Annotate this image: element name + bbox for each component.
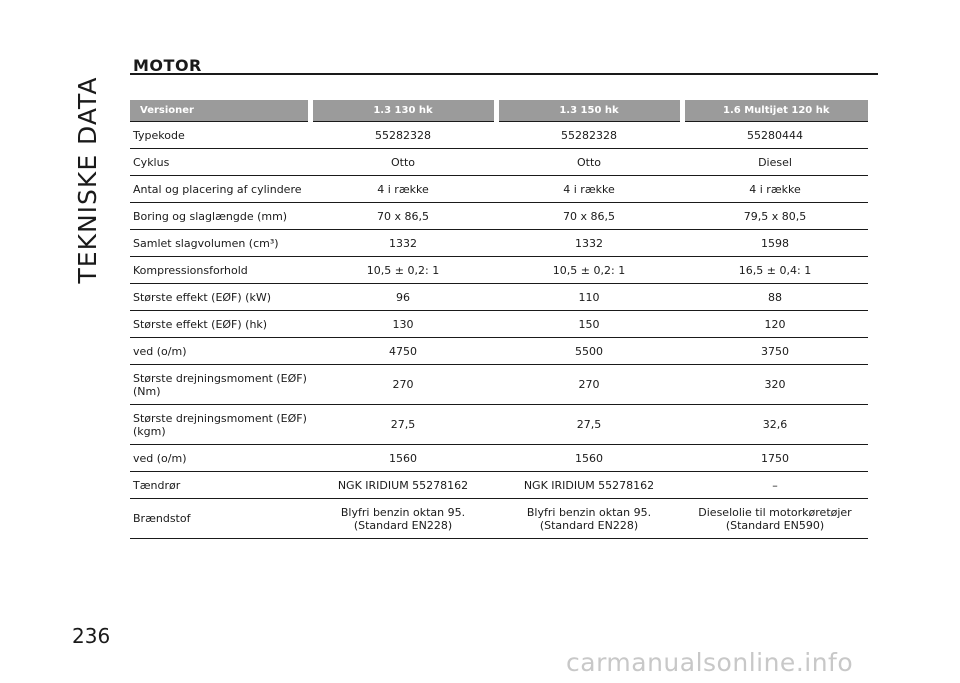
chapter-title-vertical: TEKNISKE DATA bbox=[73, 76, 102, 284]
cell-value: 1750 bbox=[682, 445, 868, 472]
cell-value: 5500 bbox=[496, 338, 682, 365]
cell-value: 55282328 bbox=[496, 122, 682, 149]
cell-value: 55282328 bbox=[310, 122, 496, 149]
row-label: ved (o/m) bbox=[130, 445, 310, 472]
cell-value: 27,5 bbox=[496, 405, 682, 445]
cell-value: 320 bbox=[682, 365, 868, 405]
cell-value: 79,5 x 80,5 bbox=[682, 203, 868, 230]
section-title: MOTOR bbox=[133, 56, 202, 75]
row-label: Typekode bbox=[130, 122, 310, 149]
row-label: Største effekt (EØF) (kW) bbox=[130, 284, 310, 311]
table-row bbox=[130, 203, 868, 230]
watermark: carmanualsonline.info bbox=[566, 648, 854, 677]
cell-value: 4 i række bbox=[496, 176, 682, 203]
table-row bbox=[130, 149, 868, 176]
cell-value: Blyfri benzin oktan 95. (Standard EN228) bbox=[310, 499, 496, 539]
table-row bbox=[130, 230, 868, 257]
table-row bbox=[130, 257, 868, 284]
table-row bbox=[130, 445, 868, 472]
cell-value: 270 bbox=[496, 365, 682, 405]
page-number: 236 bbox=[72, 624, 111, 648]
cell-value: 32,6 bbox=[682, 405, 868, 445]
engine-spec-table bbox=[130, 100, 868, 539]
row-label: Antal og placering af cylindere bbox=[130, 176, 310, 203]
table-row bbox=[130, 472, 868, 499]
cell-value: NGK IRIDIUM 55278162 bbox=[496, 472, 682, 499]
cell-value: 150 bbox=[496, 311, 682, 338]
cell-value: 10,5 ± 0,2: 1 bbox=[310, 257, 496, 284]
cell-value: 270 bbox=[310, 365, 496, 405]
cell-value: 55280444 bbox=[682, 122, 868, 149]
cell-value: Blyfri benzin oktan 95. (Standard EN228) bbox=[496, 499, 682, 539]
cell-value: 96 bbox=[310, 284, 496, 311]
cell-value: 27,5 bbox=[310, 405, 496, 445]
row-label: Største drejningsmoment (EØF) (kgm) bbox=[130, 405, 310, 445]
cell-value: 130 bbox=[310, 311, 496, 338]
cell-value: Dieselolie til motorkøretøjer (Standard EN590) bbox=[682, 499, 868, 539]
cell-value: 4 i række bbox=[310, 176, 496, 203]
cell-value: 10,5 ± 0,2: 1 bbox=[496, 257, 682, 284]
row-label: Brændstof bbox=[130, 499, 310, 539]
cell-value: Otto bbox=[310, 149, 496, 176]
table-row bbox=[130, 311, 868, 338]
header-version-3: 1.6 Multijet 120 hk bbox=[682, 100, 868, 122]
cell-value: 88 bbox=[682, 284, 868, 311]
cell-value: 1598 bbox=[682, 230, 868, 257]
cell-value: 16,5 ± 0,4: 1 bbox=[682, 257, 868, 284]
row-label: Kompressionsforhold bbox=[130, 257, 310, 284]
table-row bbox=[130, 499, 868, 539]
cell-value: 70 x 86,5 bbox=[310, 203, 496, 230]
cell-value: 120 bbox=[682, 311, 868, 338]
header-version-1: 1.3 130 hk bbox=[310, 100, 496, 122]
cell-value: Otto bbox=[496, 149, 682, 176]
header-version-2: 1.3 150 hk bbox=[496, 100, 682, 122]
cell-value: 1560 bbox=[310, 445, 496, 472]
cell-value: 3750 bbox=[682, 338, 868, 365]
cell-value: 70 x 86,5 bbox=[496, 203, 682, 230]
section-divider bbox=[130, 73, 878, 75]
cell-value: 1332 bbox=[496, 230, 682, 257]
row-label: ved (o/m) bbox=[130, 338, 310, 365]
cell-value: 1560 bbox=[496, 445, 682, 472]
table-row bbox=[130, 365, 868, 405]
table-row bbox=[130, 122, 868, 149]
cell-value: 4750 bbox=[310, 338, 496, 365]
table-row bbox=[130, 284, 868, 311]
cell-value: 110 bbox=[496, 284, 682, 311]
row-label: Cyklus bbox=[130, 149, 310, 176]
row-label: Tændrør bbox=[130, 472, 310, 499]
table-row bbox=[130, 338, 868, 365]
header-versions: Versioner bbox=[130, 100, 310, 122]
table-header-row bbox=[130, 100, 868, 122]
row-label: Største effekt (EØF) (hk) bbox=[130, 311, 310, 338]
table-row bbox=[130, 176, 868, 203]
cell-value: 4 i række bbox=[682, 176, 868, 203]
cell-value: – bbox=[682, 472, 868, 499]
cell-value: NGK IRIDIUM 55278162 bbox=[310, 472, 496, 499]
row-label: Største drejningsmoment (EØF) (Nm) bbox=[130, 365, 310, 405]
table-row bbox=[130, 405, 868, 445]
cell-value: 1332 bbox=[310, 230, 496, 257]
row-label: Boring og slaglængde (mm) bbox=[130, 203, 310, 230]
row-label: Samlet slagvolumen (cm³) bbox=[130, 230, 310, 257]
cell-value: Diesel bbox=[682, 149, 868, 176]
